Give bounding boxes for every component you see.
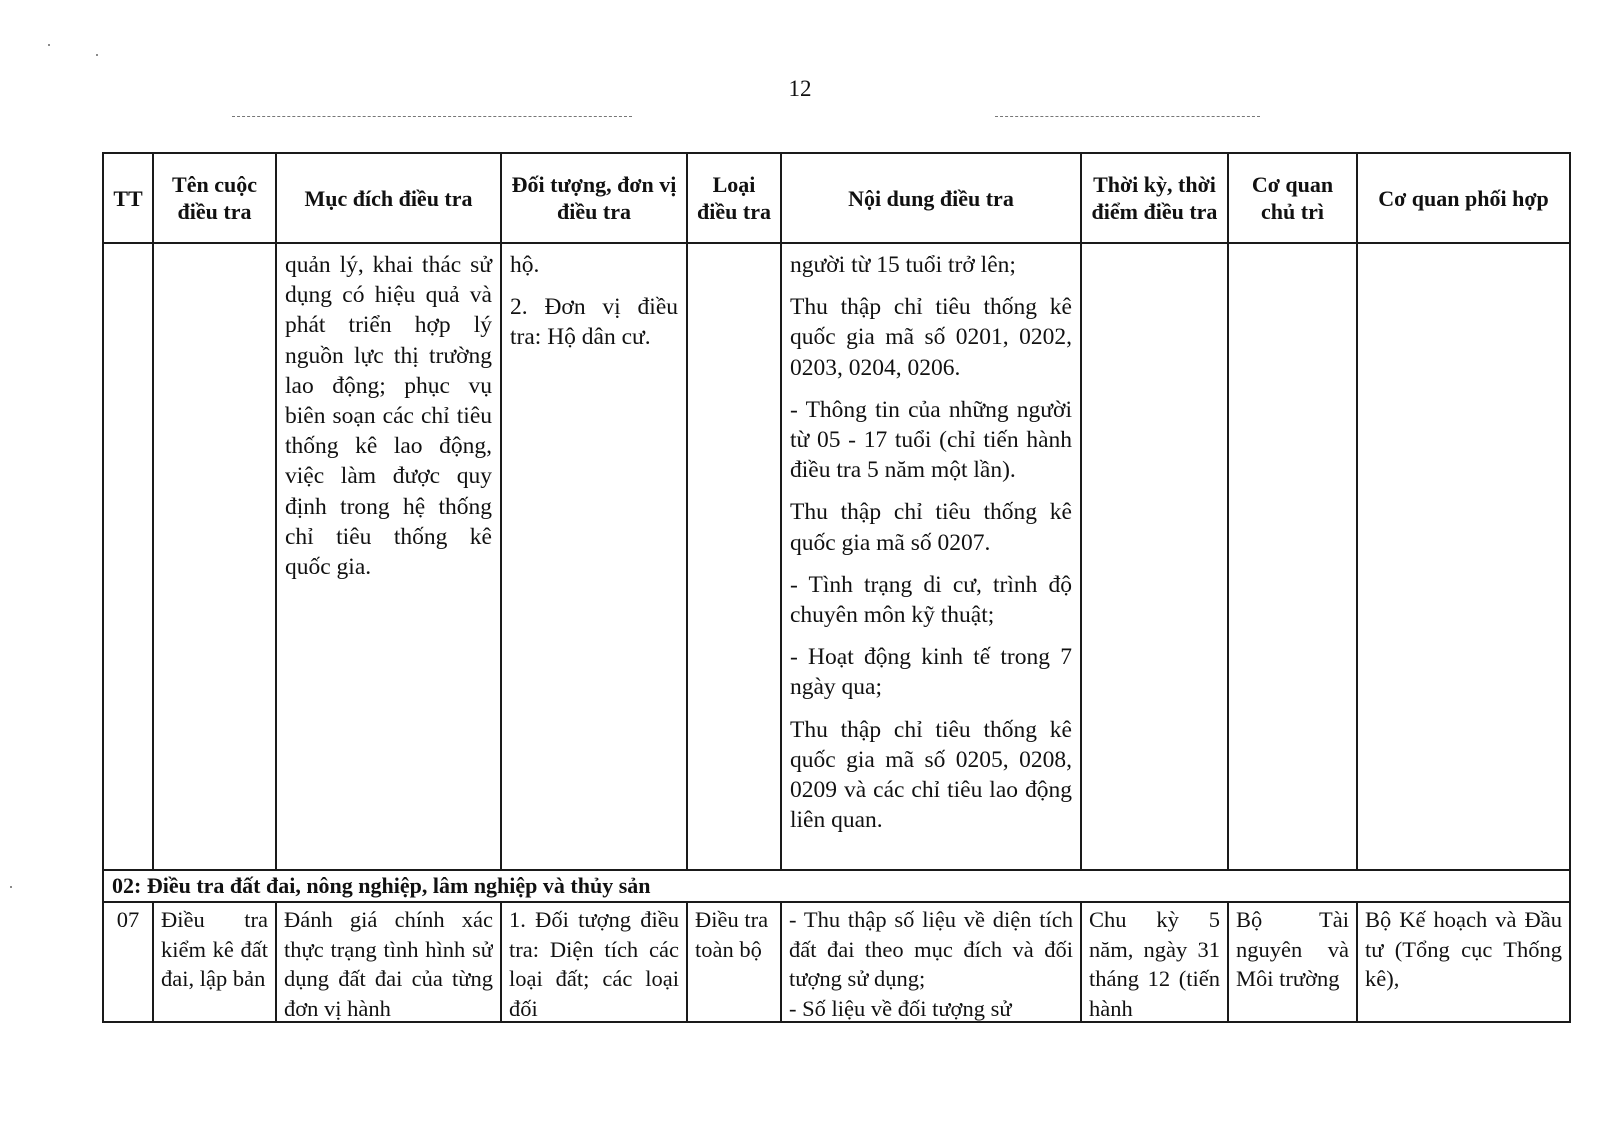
purpose-text: Đánh giá chính xác thực trạng tình hình sử dụng đất đai của từng đơn vị hành: [284, 907, 493, 1021]
cell-period: [1081, 902, 1228, 1022]
content-item: - Tình trạng di cư, trình độ chuyên môn kỹ thuật;: [790, 571, 1072, 629]
subject-text: 1. Đối tượng điều tra: Diện tích các loại đất; các loại đối: [509, 907, 679, 1021]
cell-content: [781, 902, 1081, 1022]
header-lead-agency: Cơ quan chủ trì: [1228, 153, 1357, 243]
cell-tt: [103, 902, 153, 1022]
cell-purpose: [276, 902, 501, 1022]
subject-text-1: hộ.: [510, 252, 540, 278]
cell-subject-unit: [501, 902, 687, 1022]
survey-name-text: Điều tra kiểm kê đất đai, lập bản: [161, 907, 268, 991]
header-rule-left: [232, 116, 632, 117]
table-header-row: [103, 153, 1570, 243]
header-coordinating-agency: Cơ quan phối hợp: [1357, 153, 1570, 243]
table-row-07: [103, 902, 1570, 1022]
content-text: [789, 905, 1073, 1021]
period-text: Chu kỳ 5 năm, ngày 31 tháng 12 (tiến hành: [1089, 907, 1220, 1021]
cell-tt: [103, 243, 153, 870]
header-period: Thời kỳ, thời điểm điều tra: [1081, 153, 1228, 243]
header-content: Nội dung điều tra: [781, 153, 1081, 243]
content-item: - Thu thập số liệu về diện tích đất đai theo mục đích và đối tượng sử dụng;: [789, 907, 1073, 991]
coordinating-agency-text: Bộ Kế hoạch và Đầu tư (Tổng cục Thống kê),: [1365, 907, 1562, 991]
content-item: Thu thập chỉ tiêu thống kê quốc gia mã số 0205, 0208, 0209 và các chỉ tiêu lao động liên quan.: [790, 716, 1072, 834]
cell-coordinating-agency: [1357, 243, 1570, 870]
header-tt: TT: [103, 153, 153, 243]
scan-speck: [96, 54, 98, 56]
cell-lead-agency: [1228, 902, 1357, 1022]
purpose-text: quản lý, khai thác sử dụng có hiệu quả và phát triển hợp lý nguồn lực thị trường lao động; phục vụ biên soạn các chỉ tiêu thống kê lao động, việc làm được quy định trong hệ thống chỉ tiêu thống kê quốc gia.: [285, 252, 492, 581]
content-item: - Số liệu về đối tượng sử: [789, 995, 1012, 1021]
content-item: người từ 15 tuổi trở lên;: [790, 252, 1016, 278]
content-item: - Thông tin của những người từ 05 - 17 tuổi (chỉ tiến hành điều tra 5 năm một lần).: [790, 396, 1072, 484]
lead-agency-text: Bộ Tài nguyên và Môi trường: [1236, 907, 1349, 991]
page-number: 12: [788, 76, 812, 101]
survey-table: [102, 152, 1571, 1023]
survey-type-text: Điều tra toàn bộ: [695, 907, 769, 962]
cell-lead-agency: [1228, 243, 1357, 870]
header-subject-unit: Đối tượng, đơn vị điều tra: [501, 153, 687, 243]
cell-content: [781, 243, 1081, 870]
cell-period: [1081, 243, 1228, 870]
subject-text-2: 2. Đơn vị điều tra: Hộ dân cư.: [510, 294, 678, 351]
section-heading: 02: Điều tra đất đai, nông nghiệp, lâm nghiệp và thủy sản: [103, 870, 1570, 902]
content-item: Thu thập chỉ tiêu thống kê quốc gia mã số 0207.: [790, 499, 1072, 556]
cell-survey-type: [687, 243, 781, 870]
cell-survey-name: [153, 243, 276, 870]
header-rule-right: [995, 116, 1260, 117]
header-survey-type: Loại điều tra: [687, 153, 781, 243]
cell-survey-name: [153, 902, 276, 1022]
content-item: Thu thập chỉ tiêu thống kê quốc gia mã số 0201, 0202, 0203, 0204, 0206.: [790, 294, 1072, 381]
header-survey-name: Tên cuộc điều tra: [153, 153, 276, 243]
header-purpose: Mục đích điều tra: [276, 153, 501, 243]
row-number: 07: [116, 907, 140, 932]
cell-subject-unit: [501, 243, 687, 870]
scan-speck: [10, 886, 12, 888]
scan-speck: [48, 44, 50, 46]
table-row-continuation: [103, 243, 1570, 870]
cell-purpose: [276, 243, 501, 870]
content-item: - Hoạt động kinh tế trong 7 ngày qua;: [790, 644, 1072, 701]
cell-coordinating-agency: [1357, 902, 1570, 1022]
cell-survey-type: [687, 902, 781, 1022]
section-heading-row: [103, 870, 1570, 902]
